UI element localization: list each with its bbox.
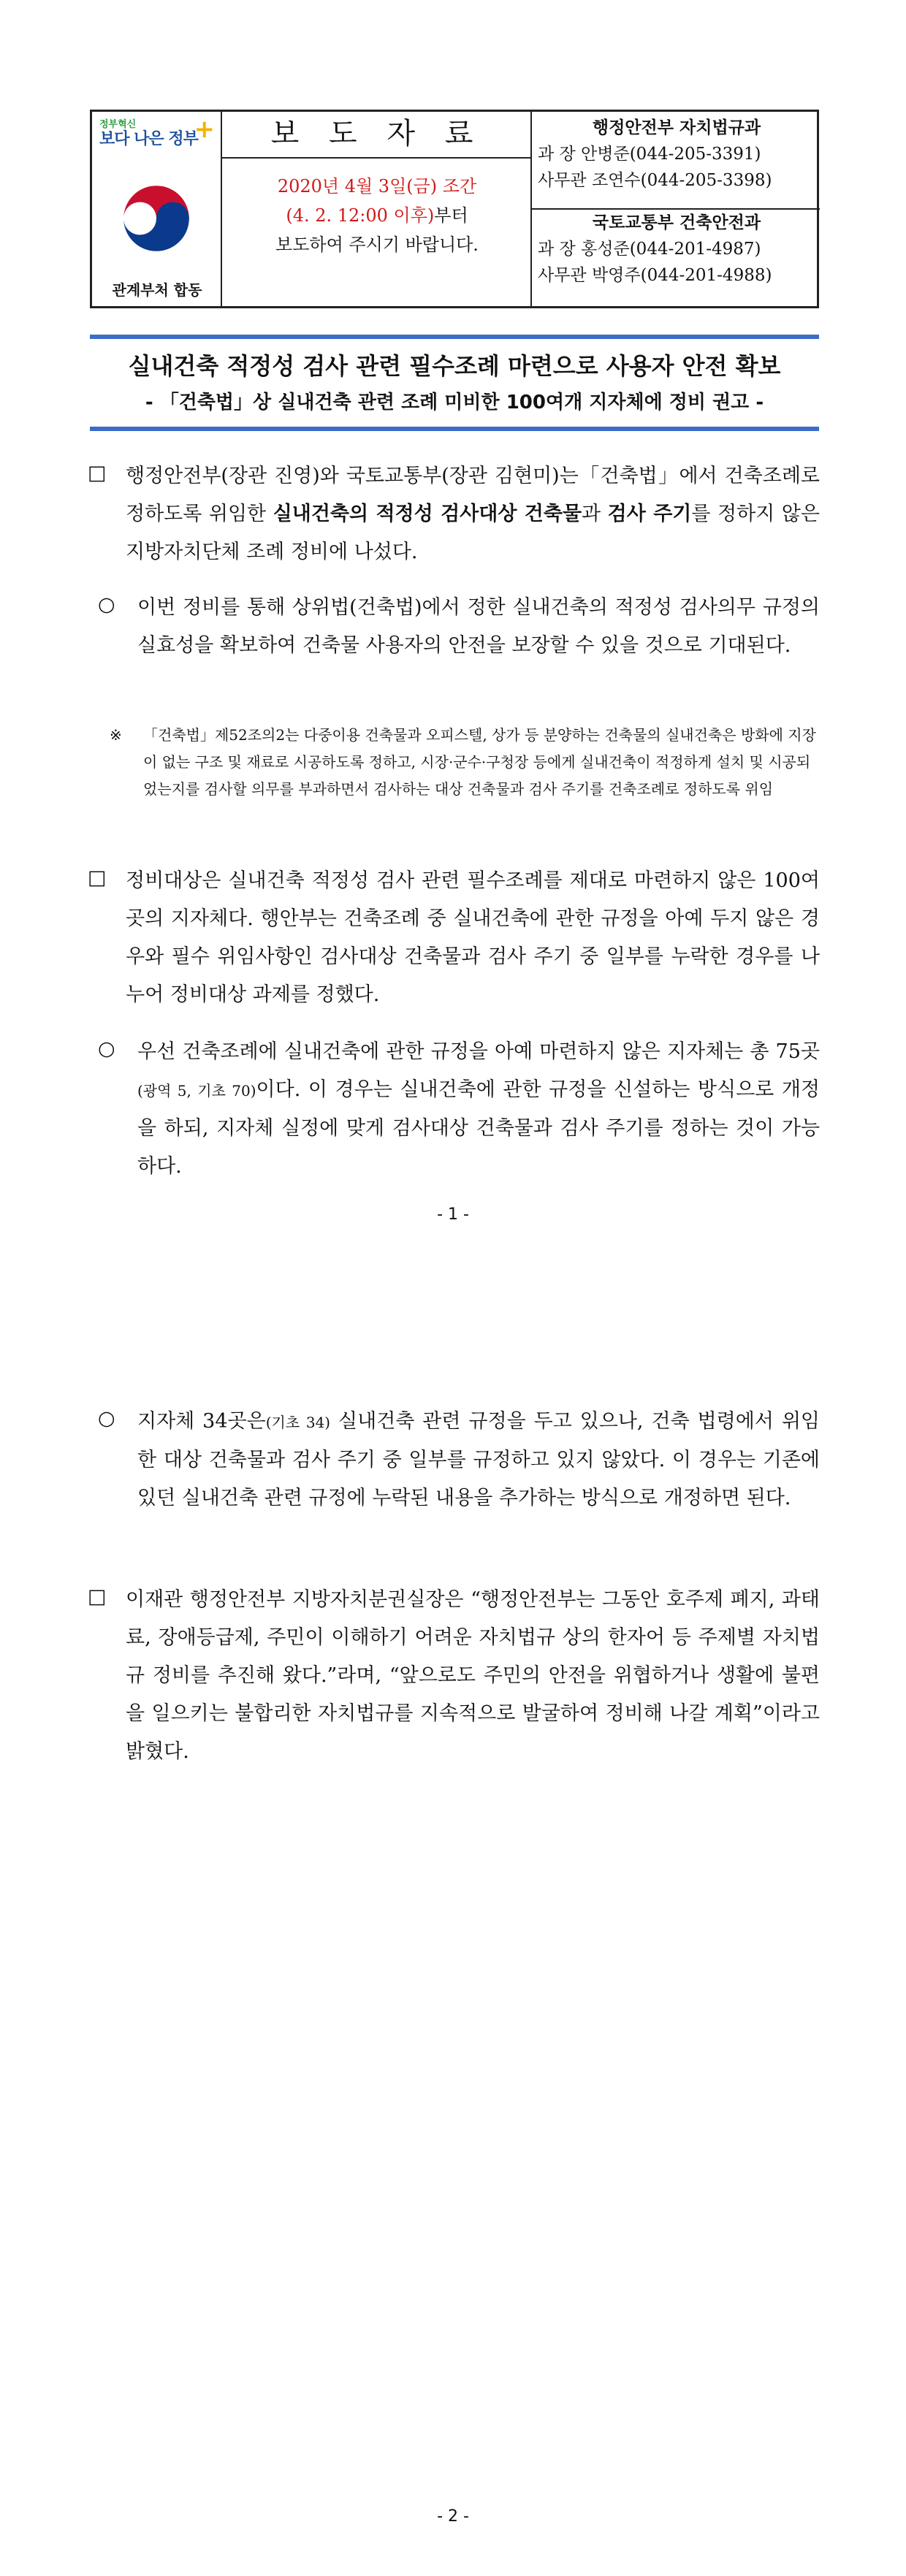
paragraph-2: 이번 정비를 통해 상위법(건축법)에서 정한 실내건축의 적정성 검사의무 규정의 실효성을 확보하여 건축물 사용자의 안전을 보장할 수 있을 것으로 기대된다. [137,596,820,657]
square-bullet: □ [88,866,107,889]
note-marker: ※ [110,726,122,744]
circle-bullet: ○ [98,1407,115,1430]
paragraph-4: 우선 건축조례에 실내건축에 관한 규정을 아예 마련하지 않은 지자체는 총 75곳(광역 5, 기초 70)이다. 이 경우는 실내건축에 관한 규정을 신설하는 방식으로 개정을 하되, 지자체 실정에 맞게 검사대상 건축물과 검사 주기를 정하는 것이 가능하다. [137,1040,820,1178]
headline-main: 실내건축 적정성 검사 관련 필수조례 마련으로 사용자 안전 확보 [128,352,781,380]
paragraph-6: 이재관 행정안전부 지방자치분권실장은 “행정안전부는 그동안 호주제 폐지, 과태료, 장애등급제, 주민이 이해하기 어려운 자치법규 상의 한자어 등 주제별 자치법규 정비를 추진해 왔다.”라며, “앞으로도 주민의 안전을 위협하거나 생활에 불편을 일으키는 불합리한 자치법규를 지속적으로 발굴하여 정비해 나갈 계획”이라고 밝혔다. [126,1588,820,1763]
square-bullet: □ [88,462,107,484]
contact-block-mois: 행정안전부 자치법규과 과 장 안병준(044-205-3391) 사무관 조연수(044-205-3398) [538,118,772,190]
contact-block-molit: 국토교통부 건축안전과 과 장 홍성준(044-201-4987) 사무관 박영주(044-201-4988) [538,213,772,285]
circle-bullet: ○ [98,1037,115,1060]
press-release-title: 보 도 자 료 [270,117,484,150]
korea-emblem-icon [115,178,197,259]
embargo-notice: 2020년 4월 3일(금) 조간 (4. 2. 12:00 이후)부터 보도하여 주시기 바랍니다. [275,176,479,255]
paragraph-1: 행정안전부(장관 진영)와 국토교통부(장관 김현미)는「건축법」에서 건축조례로 정하도록 위임한 실내건축의 적정성 검사대상 건축물과 검사 주기를 정하지 않은 지방자치단체 조례 정비에 나섰다. [126,465,820,563]
government-innovation-logo: 정부혁신 보다 나은 정부 + [99,115,215,148]
square-bullet: □ [88,1585,107,1608]
joint-ministries-label: 관계부처 합동 [112,281,202,299]
paragraph-5: 지자체 34곳은(기초 34) 실내건축 관련 규정을 두고 있으나, 건축 법령에서 위임한 대상 건축물과 검사 주기 중 일부를 규정하고 있지 않았다. 이 경우는 기존에 있던 실내건축 관련 규정에 누락된 내용을 추가하는 방식으로 개정하면 된다. [137,1410,820,1509]
headline-bottom-rule [90,427,819,431]
paragraph-3: 정비대상은 실내건축 적정성 검사 관련 필수조례를 제대로 마련하지 않은 100여 곳의 지자체다. 행안부는 건축조례 중 실내건축에 관한 규정을 아예 두지 않은 경우와 필수 위임사항인 검사대상 건축물과 검사 주기 중 일부를 누락한 경우를 나누어 정비대상 과제를 정했다. [126,869,820,1006]
page-number-2: - 2 - [437,2507,469,2526]
headline-top-rule [90,335,819,339]
press-release-header [90,110,819,308]
note-text: 「건축법」제52조의2는 다중이용 건축물과 오피스텔, 상가 등 분양하는 건축물의 실내건축은 방화에 지장이 없는 구조 및 재료로 시공하도록 정하고, 시장·군수·구청장 등에게 실내건축이 적정하게 설치 및 시공되었는지를 검사할 의무를 부과하면서 검사하는 대상 건축물과 검사 주기를 건축조례로 정하도록 위임 [143,726,816,798]
headline-sub: - 「건축법」상 실내건축 관련 조례 미비한 100여개 지자체에 정비 권고 - [145,392,764,414]
circle-bullet: ○ [98,593,115,616]
page-number-1: - 1 - [437,1205,469,1224]
